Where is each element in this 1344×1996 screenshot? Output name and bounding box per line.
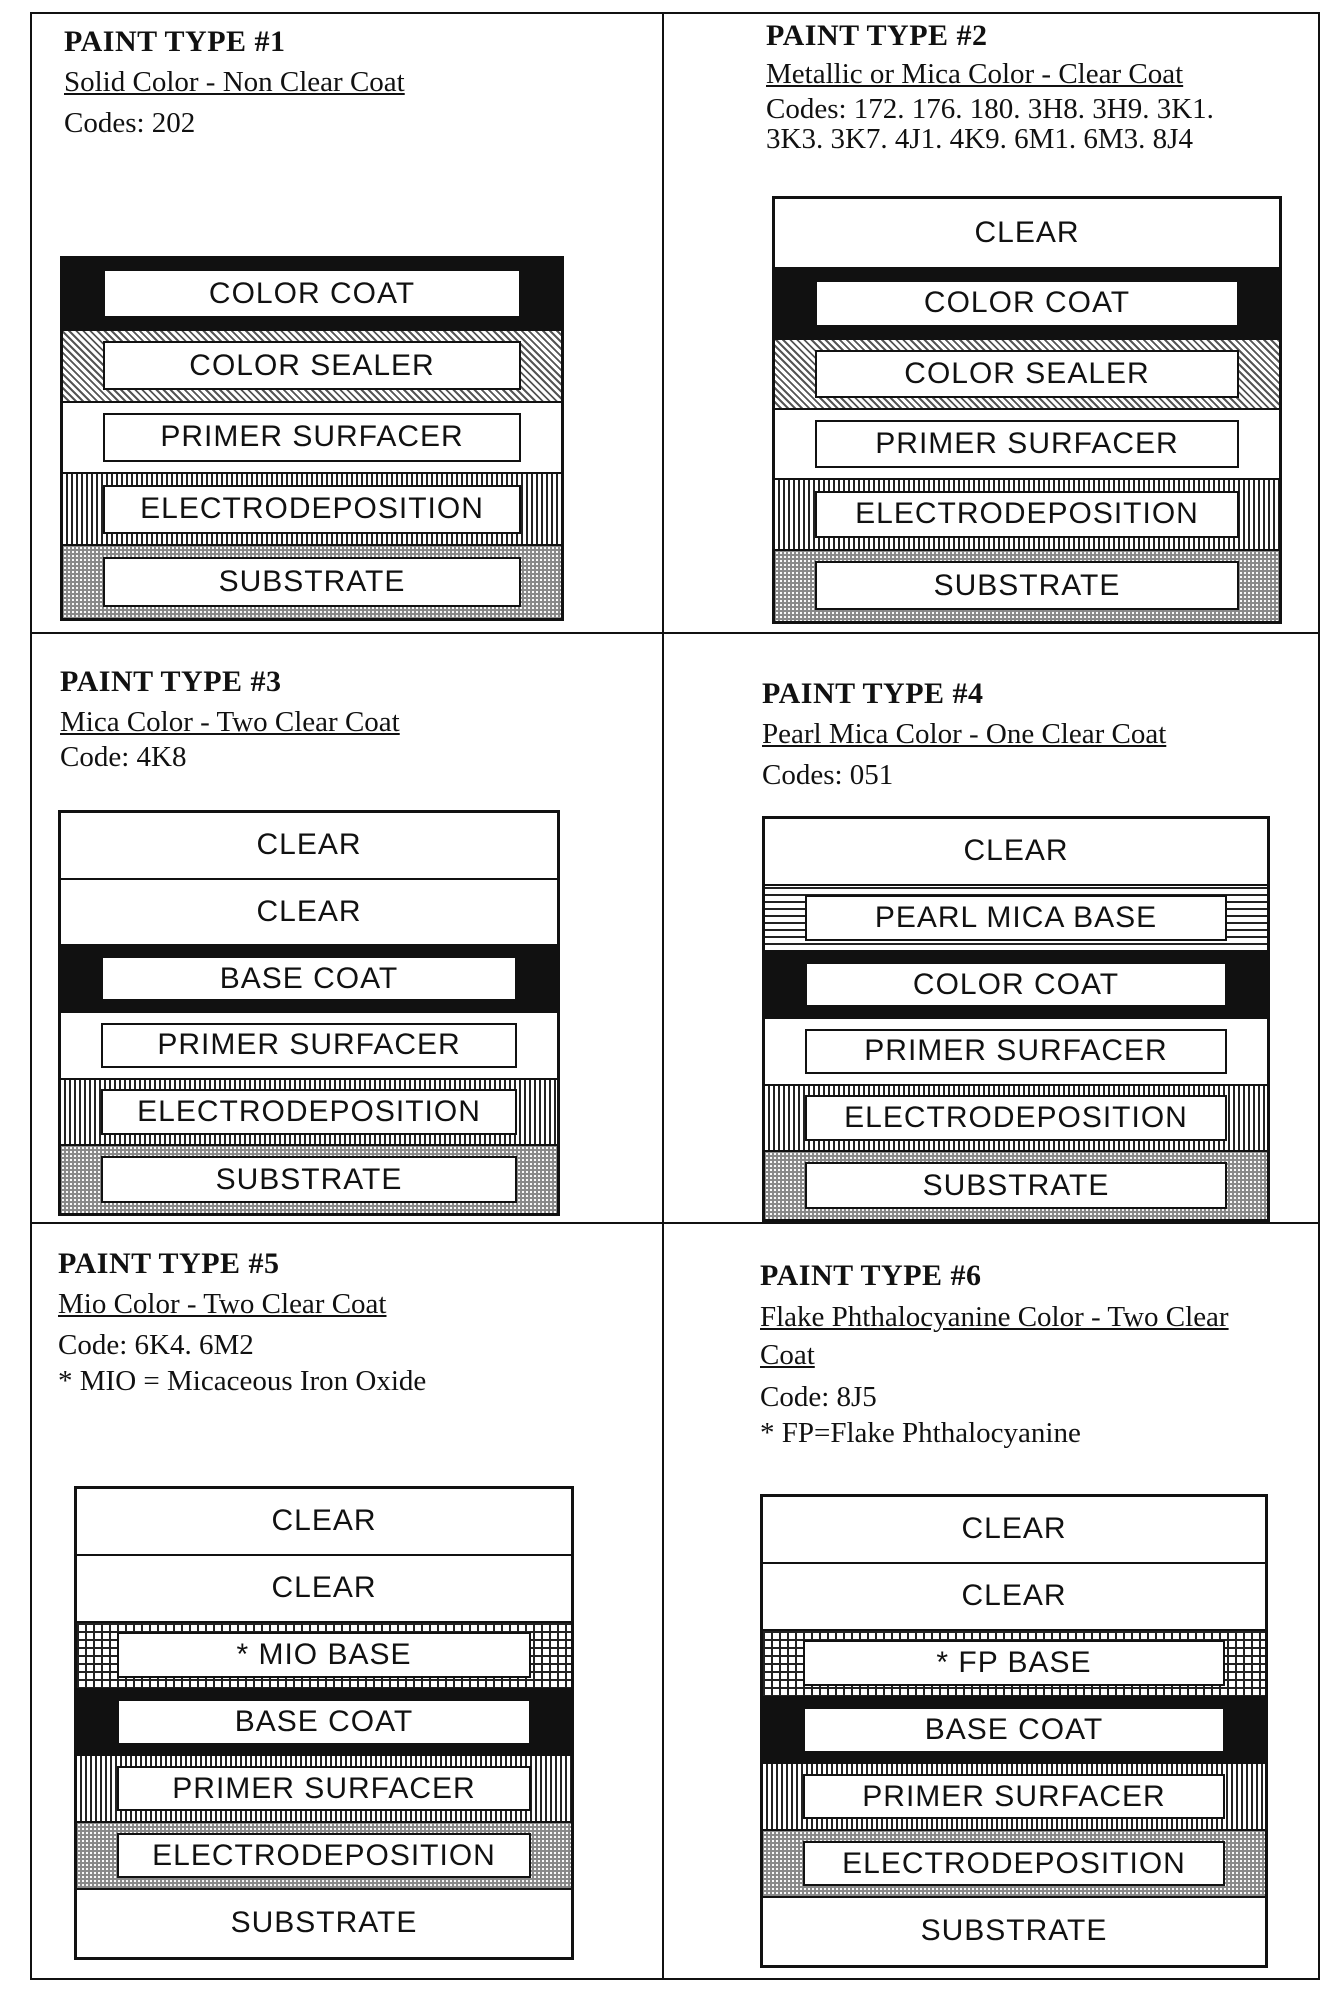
layer-primer-surfacer <box>77 1756 571 1823</box>
layer-clear <box>765 819 1267 886</box>
layer-label: * MIO BASE <box>117 1632 532 1677</box>
layer-label: PRIMER SURFACER <box>815 420 1238 468</box>
layer-substrate <box>765 1152 1267 1219</box>
layer-substrate <box>61 1146 557 1213</box>
layer-base-coat <box>61 946 557 1013</box>
layer-substrate <box>77 1890 571 1957</box>
layer-label: CLEAR <box>974 216 1080 250</box>
layer-color-coat <box>765 952 1267 1019</box>
layer-color-sealer <box>63 331 561 403</box>
panel-codes: Code: 4K8 <box>60 741 187 773</box>
layer-color-coat <box>775 269 1279 339</box>
layer-stack-1 <box>60 256 564 621</box>
panel-codes: Codes: 051 <box>762 759 894 791</box>
panel-subtitle: Flake Phthalocyanine Color - Two Clear Coat <box>760 1301 1229 1371</box>
layer-label: SUBSTRATE <box>101 1156 518 1203</box>
layer-stack-6 <box>760 1494 1268 1968</box>
layer-label: COLOR SEALER <box>815 350 1238 398</box>
layer-label: ELECTRODEPOSITION <box>805 1095 1227 1140</box>
column-divider <box>662 12 664 1980</box>
layer-label: PRIMER SURFACER <box>101 1023 518 1068</box>
layer-label: BASE COAT <box>117 1699 532 1744</box>
panel-title: PAINT TYPE #4 <box>762 677 984 710</box>
paint-type-1-header <box>64 24 624 138</box>
layer-label: SUBSTRATE <box>815 561 1238 610</box>
paint-type-3-header <box>60 664 620 772</box>
paint-type-5-header <box>58 1246 618 1398</box>
paint-type-2-header <box>766 18 1276 154</box>
layer-label: ELECTRODEPOSITION <box>803 1841 1225 1886</box>
layer-label: CLEAR <box>271 1571 377 1605</box>
layer-label: CLEAR <box>271 1504 377 1538</box>
layer-substrate <box>763 1898 1265 1965</box>
layer-label: CLEAR <box>256 894 362 928</box>
panel-subtitle: Mio Color - Two Clear Coat <box>58 1288 387 1320</box>
layer-label: ELECTRODEPOSITION <box>117 1833 532 1878</box>
panel-title: PAINT TYPE #2 <box>766 19 988 52</box>
layer-label: SUBSTRATE <box>230 1906 418 1940</box>
layer-label: * FP BASE <box>803 1640 1225 1685</box>
layer-electrodeposition <box>61 1080 557 1147</box>
layer-electrodeposition <box>763 1831 1265 1898</box>
layer-label: BASE COAT <box>803 1707 1225 1752</box>
layer-fp-base <box>763 1631 1265 1698</box>
layer-label: CLEAR <box>963 834 1069 868</box>
panel-title: PAINT TYPE #5 <box>58 1247 280 1280</box>
layer-electrodeposition <box>775 480 1279 550</box>
layer-label: PRIMER SURFACER <box>103 413 521 462</box>
panel-codes: Codes: 172. 176. 180. 3H8. 3H9. 3K1. 3K3. 3K7. 4J1. 4K9. 6M1. 6M3. 8J4 <box>766 93 1214 155</box>
layer-electrodeposition <box>77 1823 571 1890</box>
layer-label: PRIMER SURFACER <box>803 1774 1225 1819</box>
panel-subtitle: Solid Color - Non Clear Coat <box>64 66 405 98</box>
layer-label: PRIMER SURFACER <box>117 1766 532 1811</box>
layer-clear <box>763 1564 1265 1631</box>
layer-label: SUBSTRATE <box>103 557 521 607</box>
layer-label: COLOR COAT <box>805 962 1227 1007</box>
panel-title: PAINT TYPE #3 <box>60 665 282 698</box>
layer-mio-base <box>77 1623 571 1690</box>
layer-primer-surfacer <box>61 1013 557 1080</box>
layer-stack-3 <box>58 810 560 1216</box>
layer-color-sealer <box>775 340 1279 410</box>
layer-substrate <box>775 551 1279 621</box>
layer-label: ELECTRODEPOSITION <box>101 1089 518 1134</box>
layer-substrate <box>63 546 561 618</box>
layer-primer-surfacer <box>775 410 1279 480</box>
layer-label: CLEAR <box>256 828 362 862</box>
panel-subtitle: Pearl Mica Color - One Clear Coat <box>762 718 1167 750</box>
layer-label: PRIMER SURFACER <box>805 1029 1227 1074</box>
panel-subtitle: Metallic or Mica Color - Clear Coat <box>766 58 1184 90</box>
panel-codes: Code: 8J5 <box>760 1381 877 1413</box>
row-divider-1 <box>30 632 1320 634</box>
layer-base-coat <box>77 1690 571 1757</box>
paint-type-4-header <box>762 676 1282 790</box>
layer-label: SUBSTRATE <box>920 1914 1108 1948</box>
layer-clear <box>61 813 557 880</box>
layer-base-coat <box>763 1698 1265 1765</box>
paint-type-6-header <box>760 1258 1280 1450</box>
layer-electrodeposition <box>765 1086 1267 1153</box>
layer-clear <box>775 199 1279 269</box>
panel-title: PAINT TYPE #6 <box>760 1259 982 1292</box>
layer-label: ELECTRODEPOSITION <box>103 485 521 534</box>
layer-clear <box>61 880 557 947</box>
layer-primer-surfacer <box>63 403 561 475</box>
panel-note: * FP=Flake Phthalocyanine <box>760 1417 1081 1449</box>
layer-label: SUBSTRATE <box>805 1162 1227 1209</box>
layer-label: CLEAR <box>961 1512 1067 1546</box>
layer-primer-surfacer <box>763 1764 1265 1831</box>
layer-clear <box>77 1489 571 1556</box>
panel-codes: Code: 6K4. 6M2 <box>58 1329 254 1361</box>
layer-label: COLOR COAT <box>815 280 1238 328</box>
panel-note: * MIO = Micaceous Iron Oxide <box>58 1365 427 1397</box>
layer-electrodeposition <box>63 474 561 546</box>
layer-stack-5 <box>74 1486 574 1960</box>
layer-stack-2 <box>772 196 1282 624</box>
layer-clear <box>77 1556 571 1623</box>
layer-clear <box>763 1497 1265 1564</box>
layer-label: COLOR COAT <box>103 269 521 318</box>
layer-label: PEARL MICA BASE <box>805 895 1227 940</box>
panel-subtitle: Mica Color - Two Clear Coat <box>60 706 400 738</box>
layer-pearl-mica-base <box>765 886 1267 953</box>
layer-stack-4 <box>762 816 1270 1222</box>
row-divider-2 <box>30 1222 1320 1224</box>
layer-label: COLOR SEALER <box>103 341 521 390</box>
layer-label: CLEAR <box>961 1579 1067 1613</box>
layer-label: ELECTRODEPOSITION <box>815 491 1238 539</box>
panel-codes: Codes: 202 <box>64 107 196 139</box>
layer-primer-surfacer <box>765 1019 1267 1086</box>
panel-title: PAINT TYPE #1 <box>64 25 286 58</box>
layer-label: BASE COAT <box>101 956 518 1001</box>
layer-color-coat <box>63 259 561 331</box>
